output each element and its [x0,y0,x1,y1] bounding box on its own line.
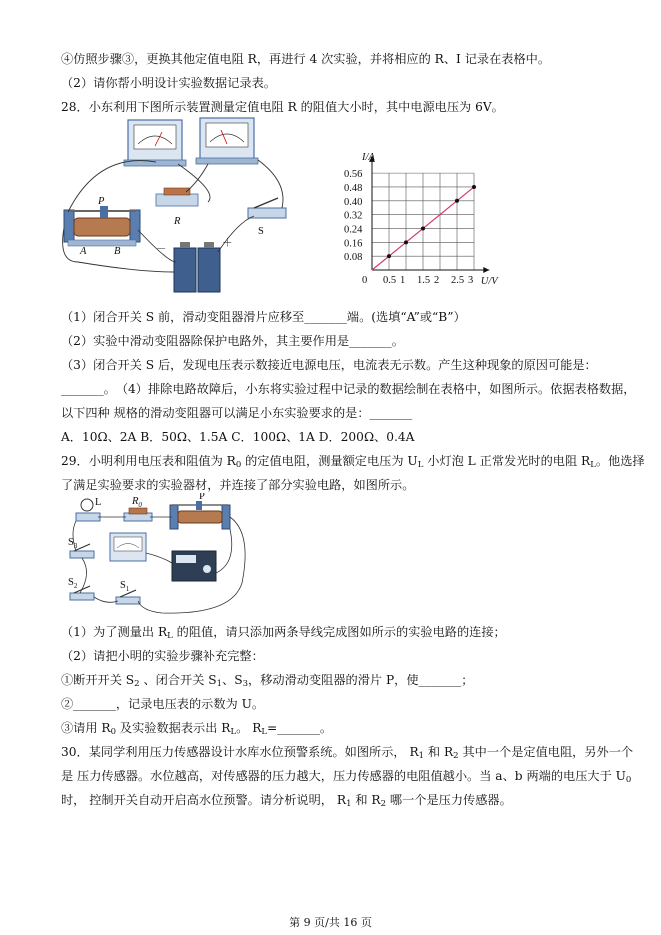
power-supply-icon [172,551,216,581]
label-R0: $R_0$ [132,496,142,509]
resistor-icon [156,188,198,206]
x-tick-label: 0 [362,275,368,284]
x-tick-label: 2 [434,275,440,284]
rheostat-icon [64,206,140,246]
label-plus: ＋ [222,238,233,249]
voltmeter-icon [110,533,146,561]
r0-resistor-icon [124,508,152,521]
y-tick-label: 0.32 [344,210,363,222]
y-tick-label: 0.24 [344,224,363,236]
q28-title: 28．小东利用下图所示装置测量定值电阻 R 的阻值大小时，其中电源电压为 6V。 [61,100,504,114]
q28-part2: （2）实验中滑动变阻器除保护电路外，其主要作用是_______。 [61,334,404,348]
label-A: A [80,246,87,257]
data-point [455,199,459,203]
label-P: P [98,196,105,207]
x-arrow [483,267,489,273]
ammeter-icon [124,120,186,166]
data-point [421,226,425,230]
y-tick-label: 0.40 [344,196,363,208]
q28-part3: （3）闭合开关 S 后，发现电压表示数接近电源电压，电流表无示数。产生这种现象的原因可能是： [61,358,597,372]
q29-step2: ②_______，记录电压表的示数为 U。 [61,697,265,711]
q28-part4: _______。 （4）排除电路故障后，小东将实验过程中记录的数据绘制在表格中，如图所示。依据表格数据， [61,382,636,396]
x-tick-label: 2.5 [451,275,465,284]
iu-chart [326,124,526,284]
rheostat-icon [170,501,230,529]
q29-step1: ①断开开关 $S_2$ 、闭合开关 $S_1$、$S_3$，移动滑动变阻器的滑片 P，使_______； [61,673,474,689]
switch-icon [248,198,286,218]
q29-step3: ③请用 $R_0$ 及实验数据表示出 $R_L$。 $R_L=\_\_\_\_\_\_\_$。 [61,721,333,737]
q28-options: A．10Ω、2A B．50Ω、1.5A C．100Ω、1A D．200Ω、0.4A [61,430,415,444]
x-axis-label: U/V [480,276,498,284]
voltmeter-icon [196,118,258,164]
x-tick-label: 3 [468,275,474,284]
label-S3: $S_3$ [68,537,78,550]
y-tick-label: 0.16 [344,238,363,250]
label-S1: $S_1$ [120,580,130,593]
label-L: L [95,497,102,508]
battery-icon [174,242,220,292]
y-tick-label: 0.48 [344,182,363,194]
x-tick-label: 1 [400,275,406,284]
q27-part2: （2）请你帮小明设计实验数据记录表。 [61,76,276,90]
data-point [472,185,476,189]
y-tick-label: 0.56 [344,169,363,181]
label-S2: $S_2$ [68,577,78,590]
q29-title: 29．小明利用电压表和阻值为 $R_0$ 的定值电阻，测量额定电压为 $U_L$ 小灯泡 L 正常发光时的电阻 $R_L$。他选择 [61,454,645,470]
x-tick-label: 0.5 [383,275,397,284]
q30-title: 30．某同学利用压力传感器设计水库水位预警系统。如图所示， $R_1$ 和 $R_2$ 其中一个是定值电阻，另外一个 [61,745,634,761]
label-B: B [114,246,121,257]
label-S: S [258,226,264,237]
q30-line2: 是 压力传感器。水位越高，对传感器的压力越大，压力传感器的电阻值越小。当 a、b 两端的电压大于 $U_0$ [61,769,632,785]
q28-part1: （1）闭合开关 S 前，滑动变阻器滑片应移至_______端。(选填“A”或“B”） [61,310,466,324]
label-P2: P [199,493,205,502]
label-minus: － [156,244,167,255]
q29-part2: （2）请把小明的实验步骤补充完整： [61,649,264,663]
q29-circuit-figure [62,493,262,618]
y-axis-label: I/A [362,151,375,163]
q30-line3: 时， 控制开关自动开启高水位预警。请分析说明， $R_1$ 和 $R_2$ 哪一个是压力传感器。 [61,793,512,809]
page-footer: 第 9 页/共 16 页 [289,916,372,929]
label-R: R [174,216,181,227]
q29-part1: （1）为了测量出 $R_L$ 的阻值，请只添加两条导线完成图如所示的实验电路的连接； [61,625,506,641]
step-4-text: ④仿照步骤③，更换其他定值电阻 R，再进行 4 次实验，并将相应的 R、I 记录在表格中。 [61,52,551,66]
q29-title-cont: 了满足实验要求的实验器材，并连接了部分实验电路，如图所示。 [61,478,415,492]
x-tick-label: 1.5 [417,275,431,284]
y-tick-label: 0.08 [344,252,363,264]
data-point [404,240,408,244]
q28-circuit-figure [58,112,308,302]
q28-part5: 以下四种 规格的滑动变阻器可以满足小东实验要求的是：_______ [61,406,413,420]
data-point [387,254,391,258]
